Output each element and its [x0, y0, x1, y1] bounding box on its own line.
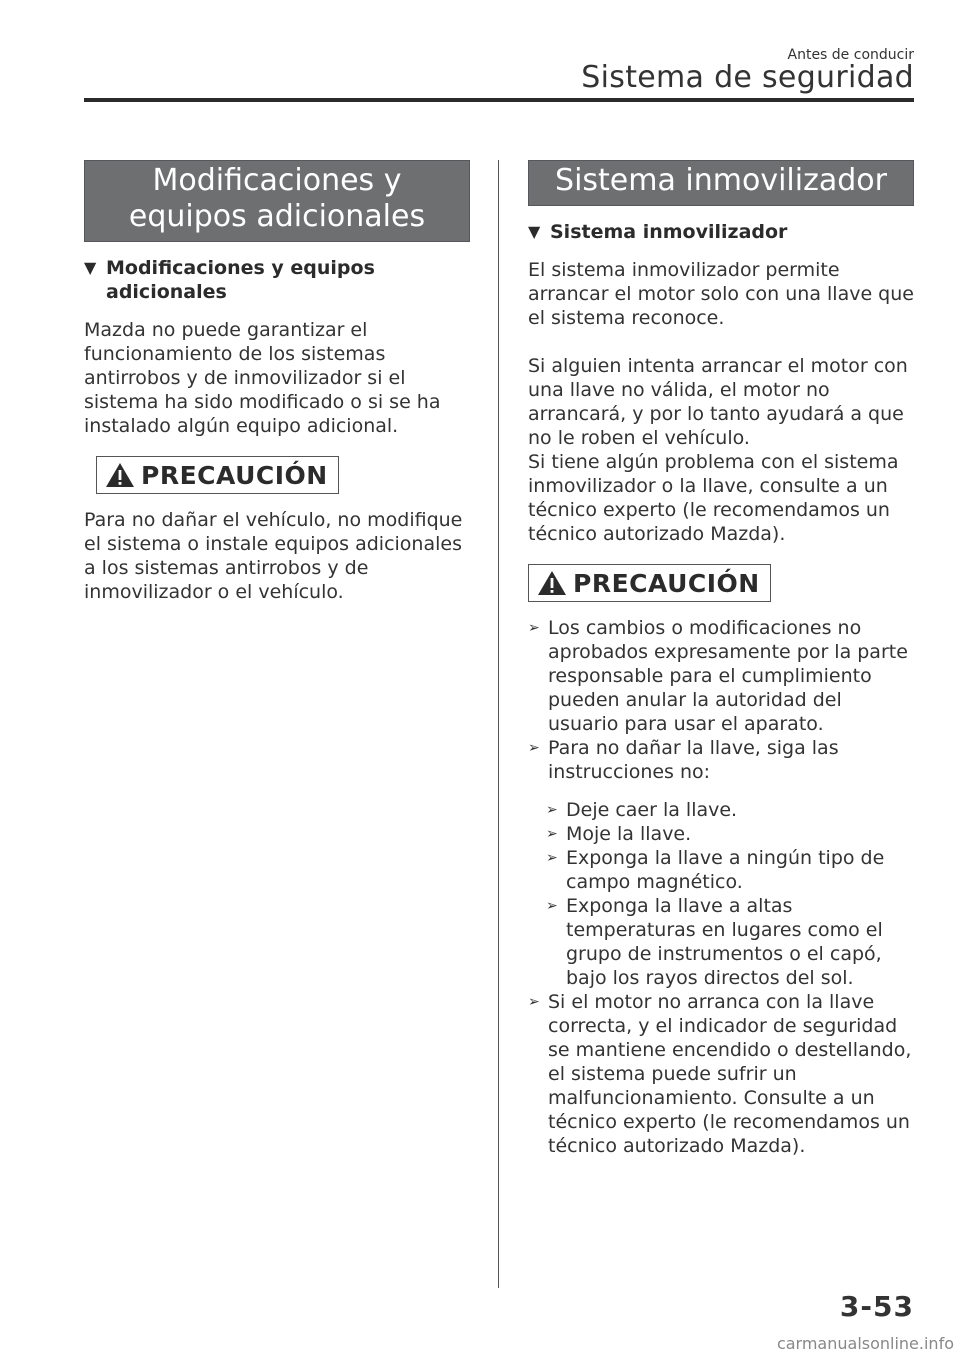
section-banner-modificaciones: Modificaciones y equipos adicionales — [84, 160, 470, 242]
caution-bullet-list — [528, 616, 914, 1158]
header-chapter-title: Sistema de seguridad — [581, 60, 914, 95]
arrow-bullet-icon: ➢ — [546, 826, 558, 842]
warning-icon — [537, 570, 567, 596]
list-item: ➢ Moje la llave. — [546, 823, 692, 845]
subheading-text: Sistema inmovilizador — [550, 221, 788, 243]
warning-icon — [105, 462, 135, 488]
caution-label: PRECAUCIÓN — [141, 460, 328, 490]
caution-box — [96, 456, 339, 494]
list-item: ➢ Para no dañar la llave, siga las instrucciones no: — [528, 737, 839, 783]
header-section: Antes de conducir — [787, 47, 914, 63]
header-rule — [84, 98, 914, 102]
arrow-bullet-icon: ➢ — [546, 850, 558, 866]
right-column — [528, 160, 914, 1158]
list-item: ➢ Si el motor no arranca con la llave correcta, y el indicador de seguridad se mantiene encendido o destellando, el sistema puede sufrir un malfuncionamiento. Consulte a un técnico experto (le recomendamos un técnico autorizado Mazda). — [528, 991, 912, 1157]
paragraph-problem: Si tiene algún problema con el sistema inmovilizador o la llave, consulte a un técnico experto (le recomendamos un técnico autorizado Mazda). — [528, 451, 899, 545]
paragraph-modificaciones: Mazda no puede garantizar el funcionamiento de los sistemas antirrobos y de inmovilizador si el sistema ha sido modificado o si se ha instalado algún equipo adicional. — [84, 319, 441, 437]
paragraph-invalid-key: Si alguien intenta arrancar el motor con una llave no válida, el motor no arrancará, y por lo tanto ayudará a que no le roben el vehículo. — [528, 355, 908, 449]
paragraph-intro: El sistema inmovilizador permite arrancar el motor solo con una llave que el sistema reconoce. — [528, 259, 914, 329]
caution-text: Para no dañar el vehículo, no modifique el sistema o instale equipos adicionales a los sistemas antirrobos y de inmovilizador o el vehículo. — [84, 509, 463, 603]
page-number: 3-53 — [839, 1290, 914, 1323]
subheading-inmovilizador — [528, 220, 914, 244]
arrow-bullet-icon: ➢ — [546, 802, 558, 818]
caution-box — [528, 564, 771, 602]
arrow-bullet-icon: ➢ — [546, 898, 558, 914]
list-item: ➢ Los cambios o modificaciones no aprobados expresamente por la parte responsable para el cumplimiento pueden anular la autoridad del usuario para usar el aparato. — [528, 617, 908, 735]
watermark-url: carmanualsonline.info — [776, 1334, 954, 1353]
arrow-bullet-icon: ➢ — [528, 994, 540, 1010]
sub-bullet-list — [546, 798, 914, 990]
subheading-text: Modificaciones y equipos adicionales — [106, 257, 375, 303]
left-column — [84, 160, 470, 604]
list-item: ➢ Exponga la llave a ningún tipo de campo magnético. — [546, 847, 885, 893]
section-banner-inmovilizador: Sistema inmovilizador — [528, 160, 914, 206]
list-item: ➢ Exponga la llave a altas temperaturas en lugares como el grupo de instrumentos o el capó, bajo los rayos directos del sol. — [546, 895, 883, 989]
column-divider — [498, 160, 499, 1288]
arrow-bullet-icon: ➢ — [528, 620, 540, 636]
triangle-down-icon: ▼ — [528, 222, 541, 241]
arrow-bullet-icon: ➢ — [528, 740, 540, 756]
subheading-modificaciones — [84, 256, 470, 304]
triangle-down-icon: ▼ — [84, 258, 97, 277]
list-item: ➢ Deje caer la llave. — [546, 799, 738, 821]
caution-label: PRECAUCIÓN — [573, 568, 760, 598]
